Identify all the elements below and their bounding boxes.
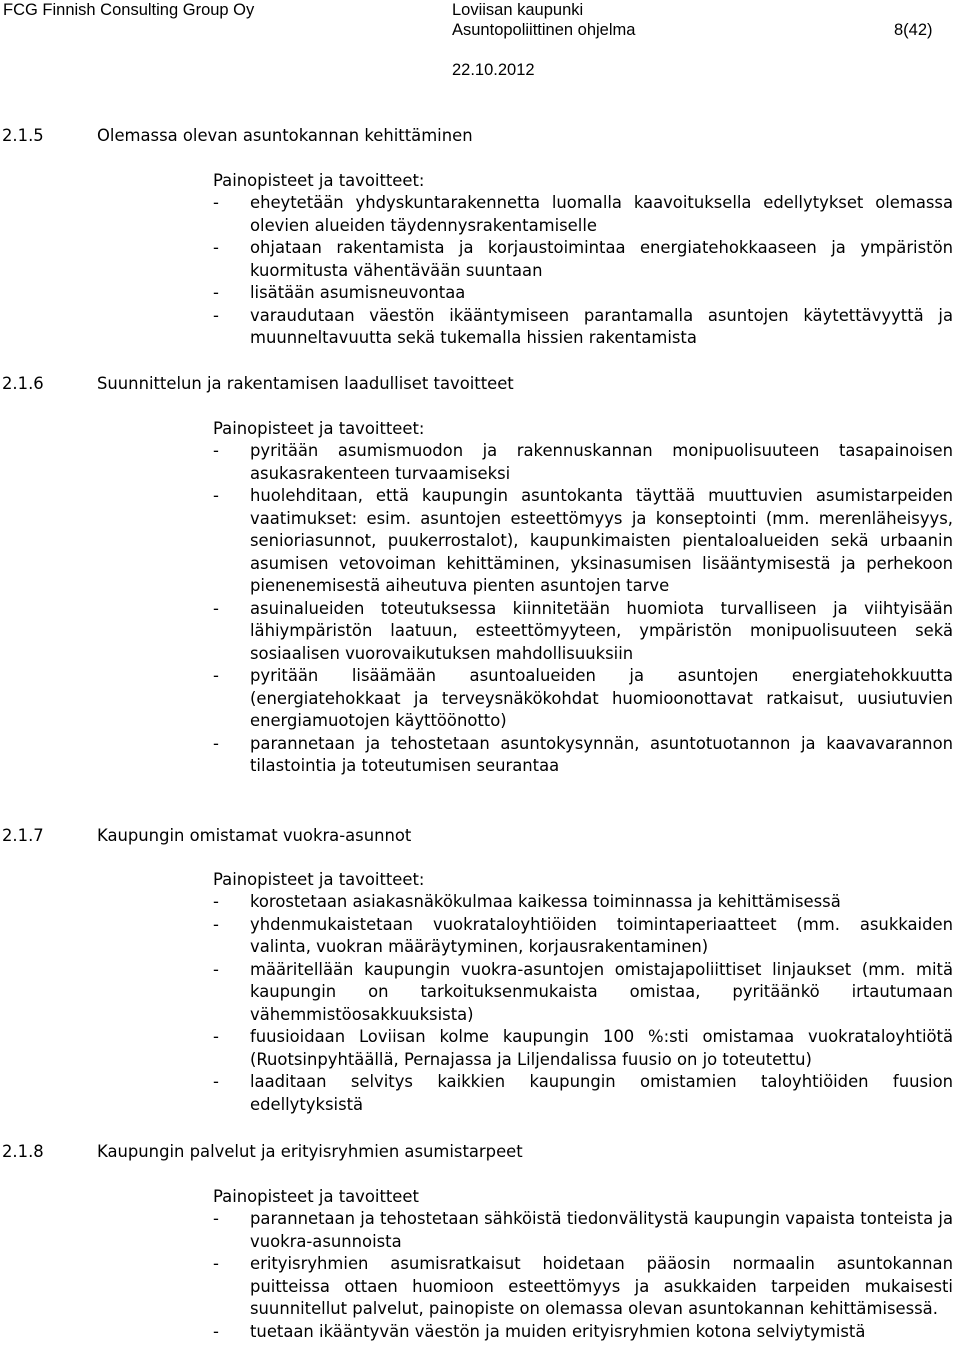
list-item-text: tuetaan ikääntyvän väestön ja muiden erityisryhmien kotona selviytymistä [250,1321,866,1341]
section-number: 2.1.7 [2,826,44,845]
dash-marker: - [213,441,219,460]
list-item [213,598,953,666]
bullet-list-2-1-6 [213,440,953,778]
list-item [213,440,953,485]
city-name: Loviisan kaupunki [452,1,584,19]
list-item [213,891,953,914]
list-item [213,485,953,598]
section-number: 2.1.5 [2,126,44,145]
list-item-text: määritellään kaupungin vuokra-asuntojen omistajapoliittiset linjaukset (mm. mitä kaupungin on tarkoituksenmukaista omistaa, pyritäänkö irtautumaan vähemmistöosakkuuksista) [250,959,953,1024]
list-item-text: parannetaan ja tehostetaan asuntokysynnän, asuntotuotannon ja kaavavarannon tilastointia ja toteutumisen seurantaa [250,733,953,775]
list-item [213,192,953,237]
bullet-list-2-1-7 [213,891,953,1116]
list-item-text: parannetaan ja tehostetaan sähköistä tiedonvälitystä kaupungin vapaista tonteista ja vuokra-asunnoista [250,1209,953,1251]
section-intro: Painopisteet ja tavoitteet: [213,870,425,889]
section-title: Kaupungin palvelut ja erityisryhmien asumistarpeet [97,1142,523,1161]
section-heading-2-1-7 [0,825,960,847]
list-item [213,237,953,282]
section-number: 2.1.6 [2,374,44,393]
list-item [213,1253,953,1321]
dash-marker: - [213,486,219,505]
section-intro: Painopisteet ja tavoitteet: [213,419,425,438]
dash-marker: - [213,238,219,257]
section-intro: Painopisteet ja tavoitteet [213,1187,419,1206]
list-item-text: huolehditaan, että kaupungin asuntokanta täyttää muuttuvien asumistarpeiden vaatimukset: esim. asuntojen esteettömyys ja konseptointi (mm. merenläheisyys, senioriasunnot, puukerrostalot), kaupunkimaisten pientaloalueiden sekä urbaanin asumisen vetovoiman kehittäminen, yksinasumisen lisääntymisestä ja perhekoon pienenemisestä aiheutuva pienten asuntojen tarve [250,486,953,595]
list-item [213,1208,953,1253]
bullet-list-2-1-5 [213,192,953,350]
page-header [0,0,960,80]
section-title: Kaupungin omistamat vuokra-asunnot [97,826,412,845]
company-name: FCG Finnish Consulting Group Oy [3,1,255,19]
list-item-text: eheytetään yhdyskuntarakennetta luomalla kaavoituksella edellytykset olemassa olevien alueiden täydennysrakentamiselle [250,193,953,235]
section-title: Suunnittelun ja rakentamisen laadulliset tavoitteet [97,374,514,393]
list-item-text: laaditaan selvitys kaikkien kaupungin omistamien taloyhtiöiden fuusion edellytyksistä [250,1072,953,1114]
dash-marker: - [213,283,219,302]
list-item-text: pyritään asumismuodon ja rakennuskannan monipuolisuuteen tasapainoisen asukasrakenteen turvaamiseksi [250,441,953,483]
dash-marker: - [213,1027,219,1046]
list-item-text: ohjataan rakentamista ja korjaustoimintaa energiatehokkaaseen ja ympäristön kuormitusta vähentävään suuntaan [250,238,953,280]
dash-marker: - [213,1254,219,1273]
list-item [213,959,953,1027]
dash-marker: - [213,1072,219,1091]
dash-marker: - [213,892,219,911]
section-heading-2-1-6 [0,373,960,395]
list-item-text: pyritään lisäämään asuntoalueiden ja asuntojen energiatehokkuutta (energiatehokkaat ja terveysnäkökohdat huomioonottavat ratkaisut, uusiutuvien energiamuotojen käyttöönotto) [250,666,953,730]
section-intro: Painopisteet ja tavoitteet: [213,171,425,190]
dash-marker: - [213,305,219,325]
list-item-text: lisätään asumisneuvontaa [250,283,466,302]
program-name: Asuntopoliittinen ohjelma [452,21,636,39]
dash-marker: - [213,193,219,212]
list-item [213,282,953,305]
list-item [213,733,953,778]
list-item-text: asuinalueiden toteutuksessa kiinnitetään huomiota turvalliseen ja viihtyisään lähiympäristön laatuun, esteettömyyteen, ympäristön monipuolisuuteen sekä sosiaalisen vuorovaikutuksen mahdollisuuksiin [250,598,953,663]
list-item-text: fuusioidaan Loviisan kolme kaupungin 100 %:sti omistamaa vuokrataloyhtiötä (Ruotsinpyhtäällä, Pernajassa ja Liljendalissa fuusio on jo toteutettu) [250,1027,953,1069]
dash-marker: - [213,733,219,753]
list-item [213,305,953,350]
page-number: 8(42) [894,21,933,39]
list-item [213,1026,953,1071]
dash-marker: - [213,1321,219,1341]
bullet-list-2-1-8 [213,1208,953,1343]
list-item [213,1321,953,1344]
dash-marker: - [213,598,219,618]
list-item-text: yhdenmukaistetaan vuokrataloyhtiöiden toimintaperiaatteet (mm. asukkaiden valinta, vuokran määräytyminen, korjausrakentaminen) [250,914,953,956]
dash-marker: - [213,914,219,934]
section-title: Olemassa olevan asuntokannan kehittäminen [97,126,473,145]
document-date: 22.10.2012 [452,61,535,79]
list-item [213,1071,953,1116]
section-heading-2-1-8 [0,1141,960,1163]
section-number: 2.1.8 [2,1142,44,1161]
list-item [213,914,953,959]
list-item [213,665,953,733]
dash-marker: - [213,959,219,979]
list-item-text: korostetaan asiakasnäkökulmaa kaikessa toiminnassa ja kehittämisessä [250,892,841,911]
section-heading-2-1-5 [0,125,960,147]
dash-marker: - [213,666,219,685]
list-item-text: erityisryhmien asumisratkaisut hoidetaan pääosin normaalin asuntokannan puitteissa ottaen huomioon esteettömyys ja asukkaiden tarpeiden mukaisesti suunnitellut palvelut, painopiste on olemassa olevan asuntokannan kehittämisessä. [250,1254,953,1318]
list-item-text: varaudutaan väestön ikääntymiseen parantamalla asuntojen käytettävyyttä ja muunneltavuutta sekä tukemalla hissien rakentamista [250,305,953,347]
dash-marker: - [213,1209,219,1228]
